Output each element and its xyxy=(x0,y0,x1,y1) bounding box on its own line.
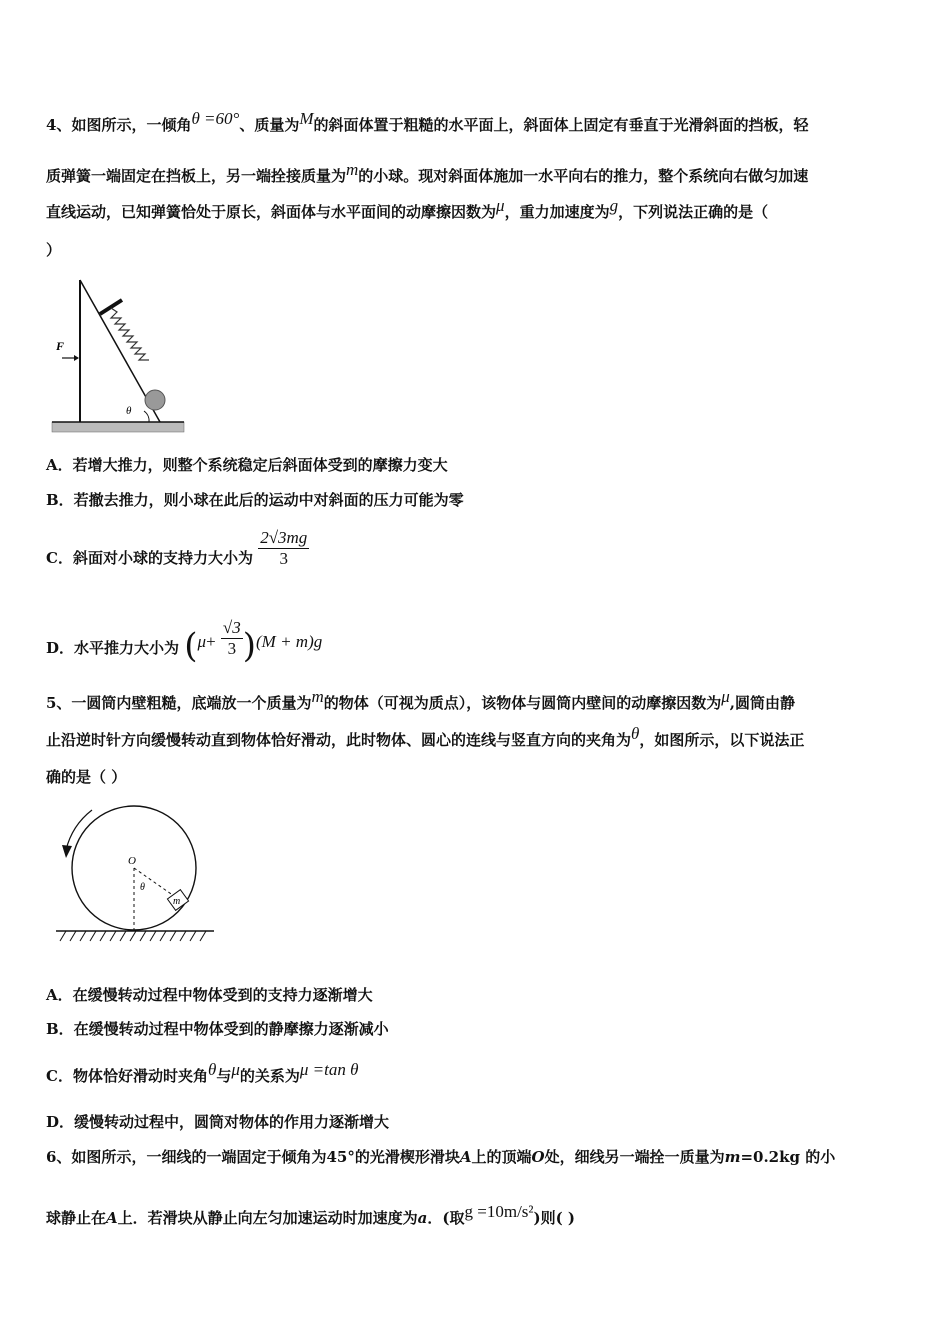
ground xyxy=(52,422,184,432)
q5-option-a[interactable]: A．在缓慢转动过程中物体受到的支持力逐渐增大 xyxy=(46,986,373,1004)
q4-M: M xyxy=(299,109,314,128)
q5-option-d[interactable]: D．缓慢转动过程中，圆筒对物体的作用力逐渐增大 xyxy=(46,1113,390,1131)
q5-line-2: 止沿逆时针方向缓慢转动直到物体恰好滑动，此时物体、圆心的连线与竖直方向的夹角为θ，如图所示，以下说法正 xyxy=(46,724,805,749)
q4-incline-figure xyxy=(48,278,188,438)
spring xyxy=(111,308,149,360)
q5-cylinder-figure xyxy=(52,800,222,945)
q4-option-d[interactable]: D．水平推力大小为 (μ+ $\frac{√3}{3}$ )(M + m)g xyxy=(46,617,323,666)
q4-option-a[interactable]: A．若增大推力，则整个系统稳定后斜面体受到的摩擦力变大 xyxy=(46,456,448,474)
q5-line-3: 确的是（ ） xyxy=(46,768,127,786)
q4-line-1: 4、如图所示，一倾角θ =60°、质量为M的斜面体置于粗糙的水平面上，斜面体上固定有垂直于光滑斜面的挡板，轻 xyxy=(46,109,809,134)
q4-theta: θ =60° xyxy=(191,109,240,128)
q5-option-b[interactable]: B．在缓慢转动过程中物体受到的静摩擦力逐渐减小 xyxy=(46,1020,389,1038)
q4-option-c[interactable]: C．斜面对小球的支持力大小为 $\frac{2√3mg}{3}$ xyxy=(46,527,308,568)
q4-line-4: ） xyxy=(46,241,62,259)
force-label: F xyxy=(56,339,65,353)
q4-c-fraction: $\frac{2√3mg}{3}$ xyxy=(260,527,308,568)
q6-g-value: g =10m/s² xyxy=(464,1202,534,1221)
q4-line-2: 质弹簧一端固定在挡板上，另一端拴接质量为m的小球。现对斜面体施加一水平向右的推力，整个系统向右做匀加速 xyxy=(46,160,809,185)
barrier xyxy=(100,300,122,314)
angle-label: θ xyxy=(140,882,145,893)
q5-option-c[interactable]: C．物体恰好滑动时夹角θ与μ的关系为μ =tan θ xyxy=(46,1060,359,1085)
q4-option-b[interactable]: B．若撤去推力，则小球在此后的运动中对斜面的压力可能为零 xyxy=(46,491,464,509)
q6-line-1: 6、如图所示，一细线的一端固定于倾角为45°的光滑楔形滑块A上的顶端O处，细线另一端拴一质量为m=0.2kg 的小 xyxy=(46,1148,836,1166)
ball xyxy=(145,390,165,410)
rotation-arrow xyxy=(66,810,92,850)
mass-label: m xyxy=(173,896,181,907)
q5-line-1: 5、一圆筒内壁粗糙，底端放一个质量为m的物体（可视为质点），该物体与圆筒内壁间的动摩擦因数为μ,圆筒由静 xyxy=(46,687,796,712)
center-label: O xyxy=(128,855,136,867)
q6-line-2: 球静止在A上．若滑块从静止向左匀加速运动时加速度为a．(取g =10m/s²)则( ) xyxy=(46,1202,576,1227)
q4-line-3: 直线运动，已知弹簧恰处于原长，斜面体与水平面间的动摩擦因数为μ，重力加速度为g，下列说法正确的是（ xyxy=(46,196,769,221)
angle-label: θ xyxy=(126,405,132,417)
